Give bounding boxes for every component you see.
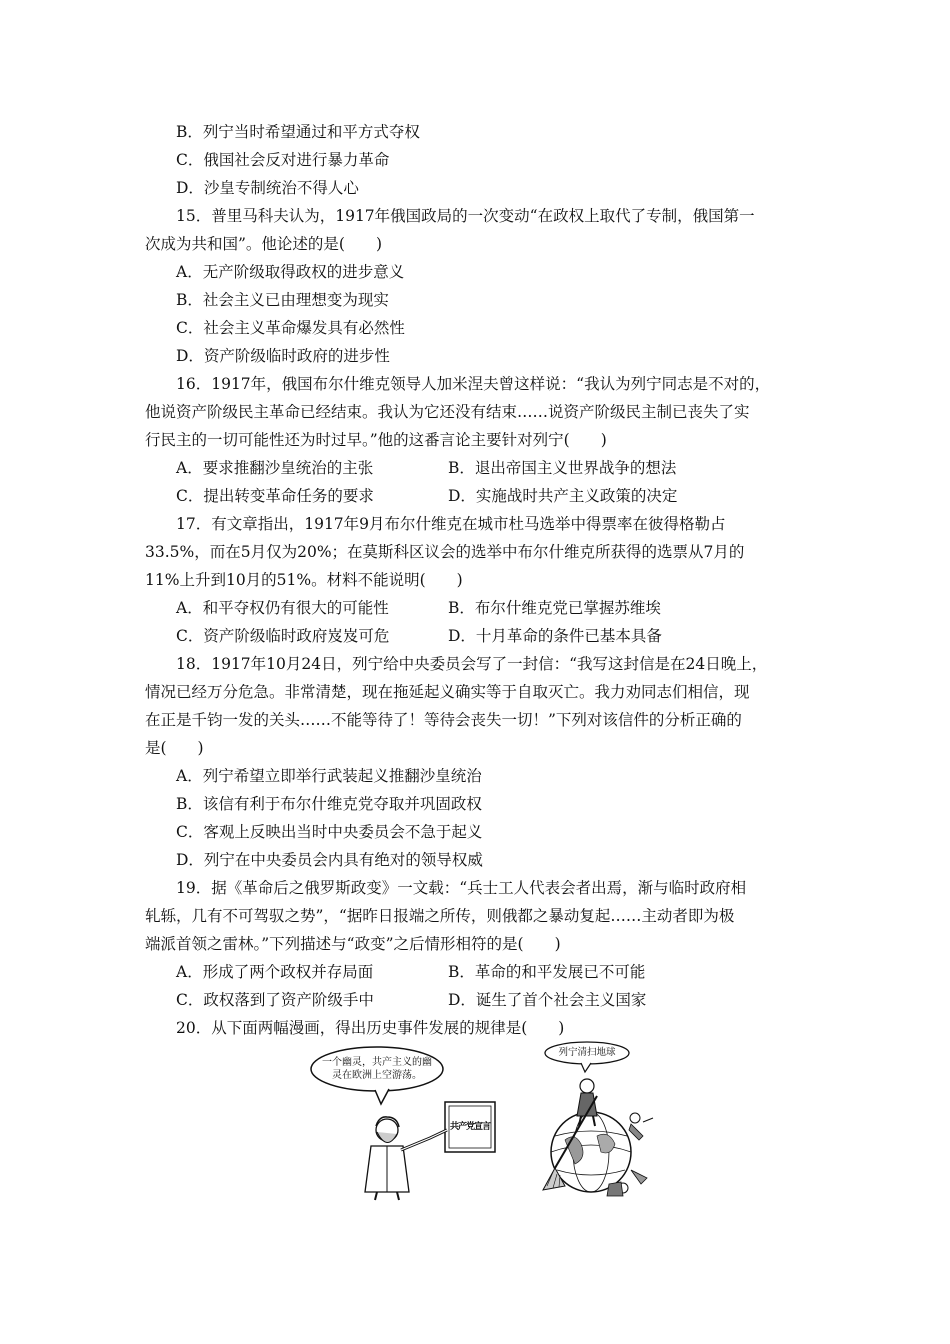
q18-option-b: B．该信有利于布尔什维克党夺取并巩固政权 [176, 795, 482, 813]
q17-stem-line3: 11%上升到10月的51%。材料不能说明( ) [145, 571, 463, 589]
q17-option-a: A．和平夺权仍有很大的可能性 [176, 599, 389, 617]
cartoon-marx-board-label: 共产党宣言 [449, 1122, 490, 1132]
q18-option-a: A．列宁希望立即举行武装起义推翻沙皇统治 [176, 767, 482, 785]
q18-stem-line4: 是( ) [145, 739, 204, 757]
q19-stem-line2: 轧轹，几有不可驾驭之势”，“据昨日报端之所传，则俄都之暴动复起……主动者即为极 [145, 907, 735, 925]
q16-stem-line3: 行民主的一切可能性还为时过早。”他的这番言论主要针对列宁( ) [145, 431, 607, 449]
q17-stem-line2: 33.5%，而在5月仅为20%；在莫斯科区议会的选举中布尔什维克所获得的选票从7月的 [145, 543, 745, 561]
q19-option-c: C．政权落到了资产阶级手中 [176, 991, 374, 1009]
q18-stem-line3: 在正是千钧一发的关头……不能等待了！等待会丧失一切！”下列对该信件的分析正确的 [145, 711, 742, 729]
q16-option-b: B．退出帝国主义世界战争的想法 [448, 459, 677, 477]
cartoon-lenin [535, 1040, 665, 1202]
q18-stem-line2: 情况已经万分危急。非常清楚，现在拖延起义确实等于自取灭亡。我力劝同志们相信，现 [145, 683, 750, 701]
q14-option-c: C．俄国社会反对进行暴力革命 [176, 151, 390, 169]
q19-option-a: A．形成了两个政权并存局面 [176, 963, 374, 981]
q18-stem-line1: 18．1917年10月24日，列宁给中央委员会写了一封信：“我写这封信是在24日晚上， [176, 655, 768, 673]
q16-stem-line2: 他说资产阶级民主革命已经结束。我认为它还没有结束……说资产阶级民主制已丧失了实 [145, 403, 750, 421]
q17-option-c: C．资产阶级临时政府岌岌可危 [176, 627, 390, 645]
q19-stem-line3: 端派首领之雷林。”下列描述与“政变”之后情形相符的是( ) [145, 935, 561, 953]
q20-stem-line1: 20．从下面两幅漫画，得出历史事件发展的规律是( ) [176, 1019, 565, 1037]
cartoon-marx [305, 1042, 505, 1202]
q18-option-d: D．列宁在中央委员会内具有绝对的领导权威 [176, 851, 483, 869]
q16-option-a: A．要求推翻沙皇统治的主张 [176, 459, 374, 477]
cartoon-lenin-caption: 列宁清扫地球 [558, 1047, 616, 1058]
q15-stem-line1: 15．普里马科夫认为，1917年俄国政局的一次变动“在政权上取代了专制，俄国第一 [176, 207, 755, 225]
cartoon-marx-bubble-line1: 一个幽灵，共产主义的幽 [322, 1057, 432, 1068]
q15-option-b: B．社会主义已由理想变为现实 [176, 291, 389, 309]
q19-stem-line1: 19．据《革命后之俄罗斯政变》一文载：“兵士工人代表会者出焉，渐与临时政府相 [176, 879, 747, 897]
q14-option-b: B．列宁当时希望通过和平方式夺权 [176, 123, 420, 141]
q16-option-d: D．实施战时共产主义政策的决定 [448, 487, 678, 505]
q15-option-d: D．资产阶级临时政府的进步性 [176, 347, 390, 365]
cartoon-marx-bubble-line2: 灵在欧洲上空游荡。 [332, 1070, 422, 1081]
q18-option-c: C．客观上反映出当时中央委员会不急于起义 [176, 823, 483, 841]
q19-option-b: B．革命的和平发展已不可能 [448, 963, 646, 981]
q16-option-c: C．提出转变革命任务的要求 [176, 487, 374, 505]
q17-option-d: D．十月革命的条件已基本具备 [448, 627, 662, 645]
q17-option-b: B．布尔什维克党已掌握苏维埃 [448, 599, 661, 617]
q16-stem-line1: 16．1917年，俄国布尔什维克领导人加米涅夫曾这样说：“我认为列宁同志是不对的， [176, 375, 771, 393]
q14-option-d: D．沙皇专制统治不得人心 [176, 179, 359, 197]
q19-option-d: D．诞生了首个社会主义国家 [448, 991, 647, 1009]
cartoon-lenin-drawing [535, 1040, 665, 1202]
q15-stem-line2: 次成为共和国”。他论述的是( ) [145, 235, 383, 253]
q17-stem-line1: 17．有文章指出，1917年9月布尔什维克在城市杜马选举中得票率在彼得格勒占 [176, 515, 726, 533]
q15-option-a: A．无产阶级取得政权的进步意义 [176, 263, 405, 281]
q15-option-c: C．社会主义革命爆发具有必然性 [176, 319, 405, 337]
